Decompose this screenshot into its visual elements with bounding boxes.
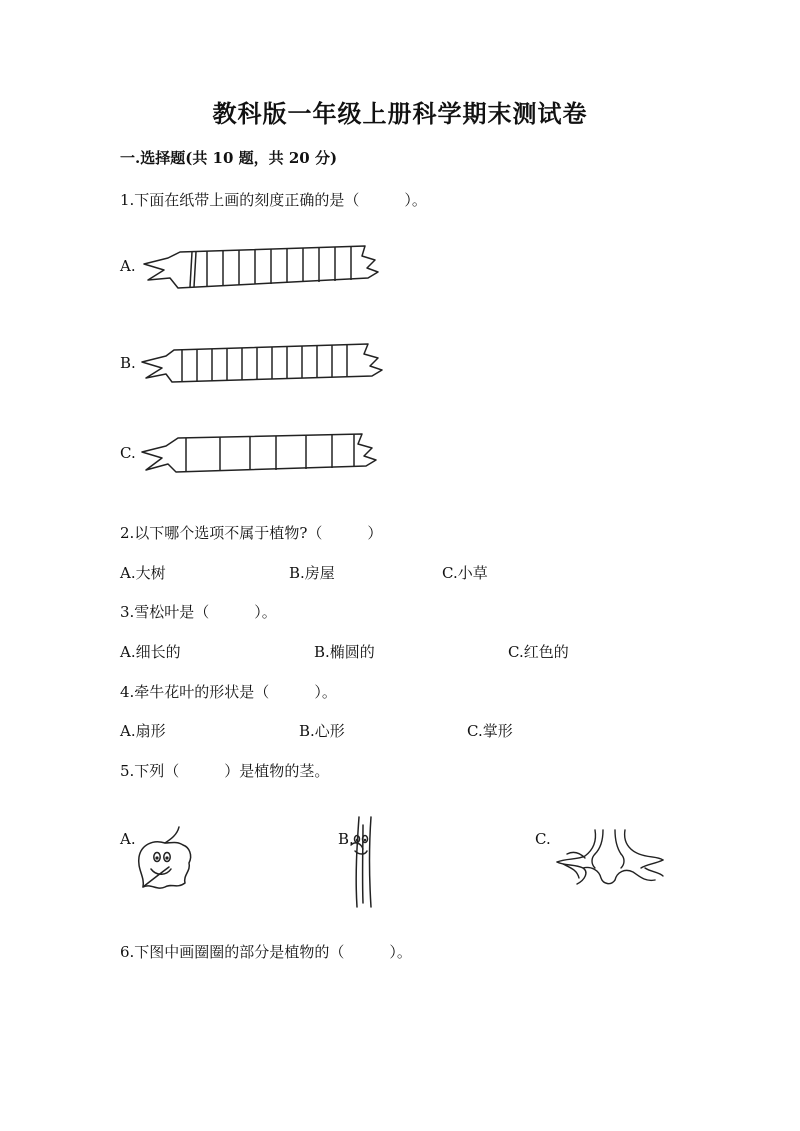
- paper-strip-b: [140, 340, 390, 385]
- cartoon-stem-icon: [345, 815, 385, 910]
- question-5: 5.下列（ ）是植物的茎。: [120, 762, 330, 780]
- question-6: 6.下图中画圈圈的部分是植物的（ ）。: [120, 943, 412, 961]
- tree-roots-icon: [555, 828, 665, 888]
- paper-strip-a: [140, 244, 390, 294]
- q4-option-a: A.扇形: [120, 722, 166, 740]
- question-2: 2.以下哪个选项不属于植物?（ ）: [120, 524, 383, 542]
- q1-option-c-label: C.: [120, 444, 136, 462]
- paper-strip-c: [140, 430, 390, 478]
- q2-option-b: B.房屋: [289, 564, 335, 582]
- q4-option-b: B.心形: [299, 722, 345, 740]
- q5-option-b-label: B.: [338, 830, 354, 848]
- q3-option-b: B.椭圆的: [314, 643, 375, 661]
- q1-option-a-label: A.: [120, 257, 136, 275]
- question-4: 4.牵牛花叶的形状是（ ）。: [120, 683, 337, 701]
- question-1: 1.下面在纸带上画的刻度正确的是（ ）。: [120, 191, 427, 209]
- q5-option-a-label: A.: [120, 830, 136, 848]
- page-title: 教科版一年级上册科学期末测试卷: [212, 99, 588, 128]
- q4-option-c: C.掌形: [467, 722, 513, 740]
- question-3: 3.雪松叶是（ ）。: [120, 603, 277, 621]
- q2-option-c: C.小草: [442, 564, 488, 582]
- section-heading: 一.选择题(共 10 题，共 20 分): [120, 149, 338, 167]
- q3-option-a: A.细长的: [120, 643, 181, 661]
- q3-option-c: C.红色的: [508, 643, 569, 661]
- q5-option-c-label: C.: [535, 830, 551, 848]
- q2-option-a: A.大树: [120, 564, 166, 582]
- cartoon-leaf-icon: [135, 825, 200, 895]
- q1-option-b-label: B.: [120, 354, 136, 372]
